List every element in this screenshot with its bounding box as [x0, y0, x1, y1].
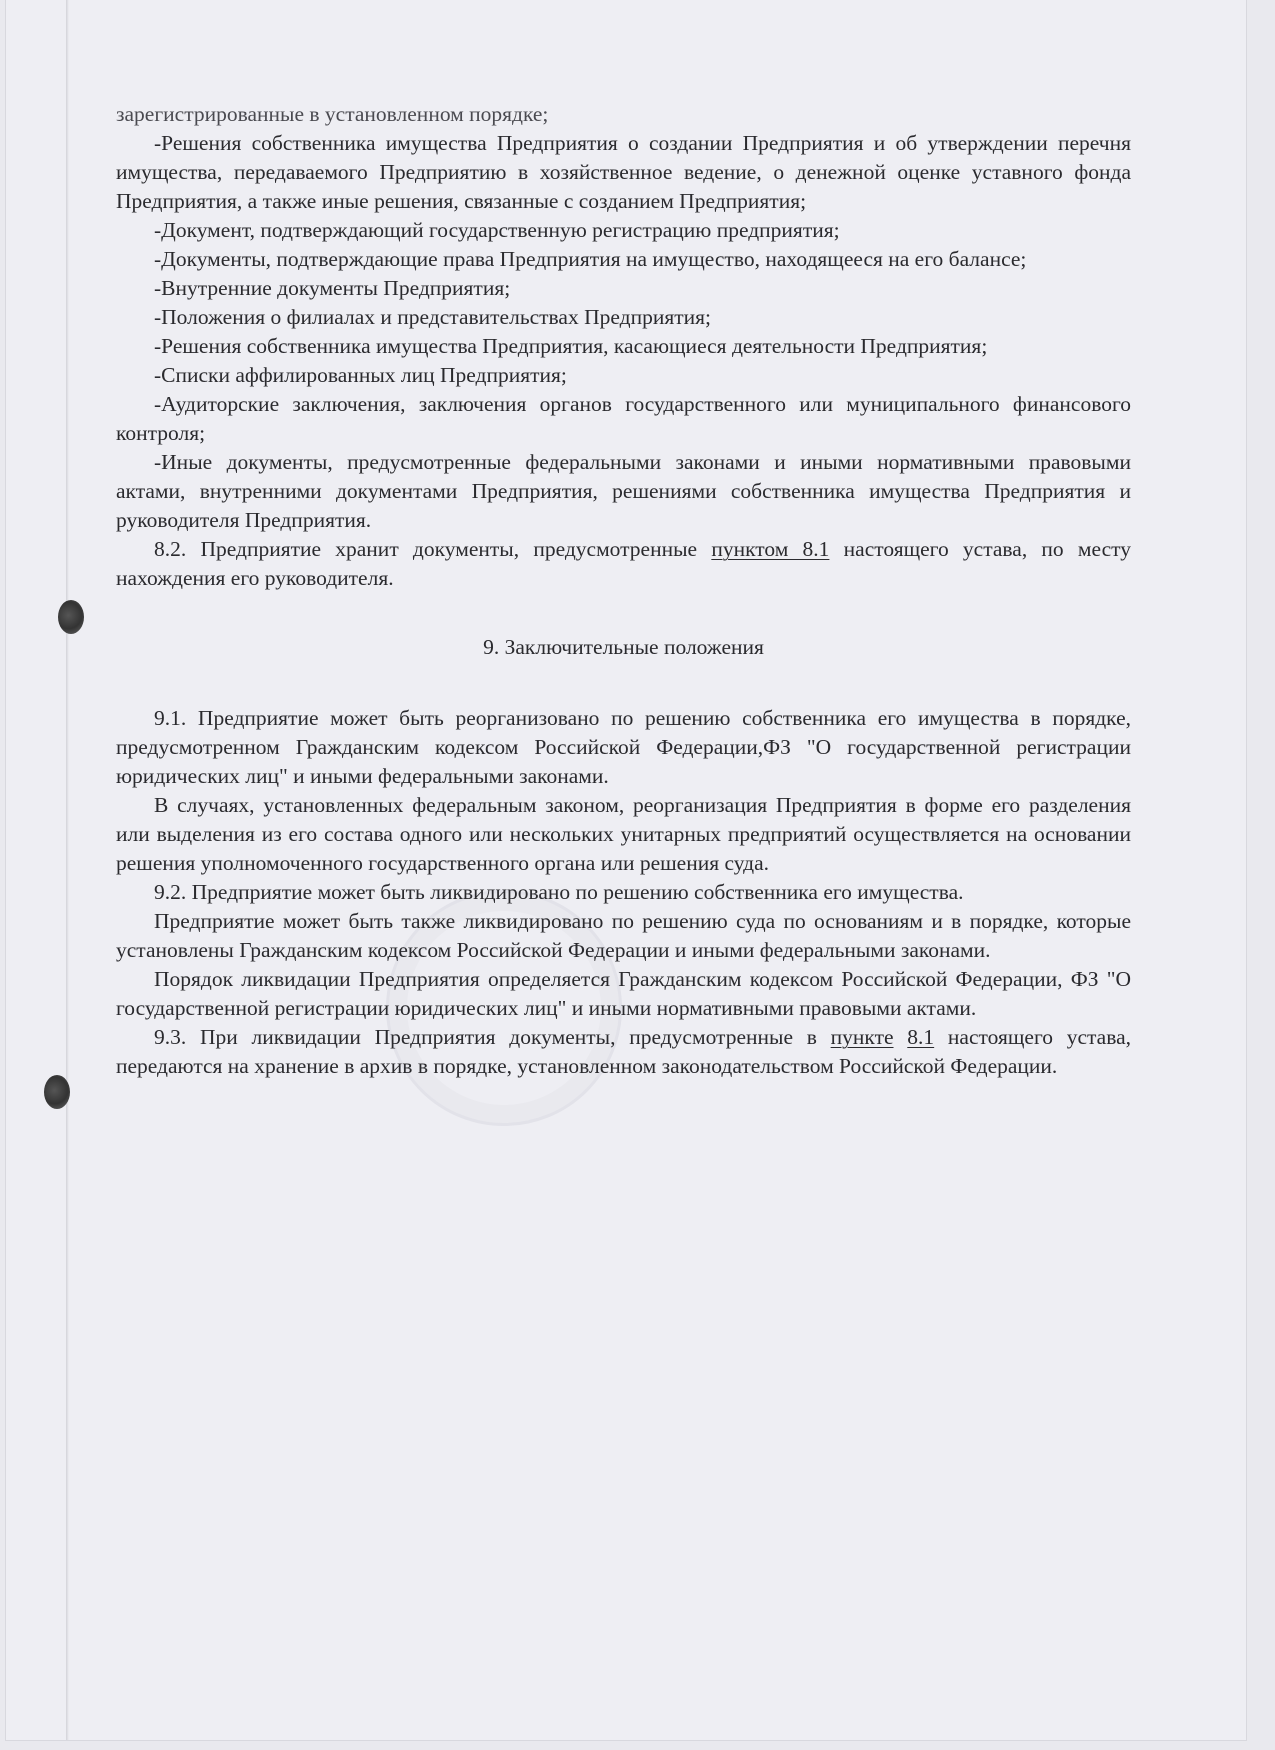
punch-hole-lower: [44, 1075, 70, 1109]
page-fold-shadow: [66, 0, 69, 1740]
reference-word-punkte: пункте: [830, 1025, 894, 1049]
punch-hole-upper: [58, 600, 84, 634]
paragraph-9-3-text-start: 9.3. При ликвидации Предприятия документы, предусмотренные в: [154, 1025, 831, 1049]
list-item-branches: -Положения о филиалах и представительствах Предприятия;: [154, 305, 711, 329]
list-item-other-documents: -Иные документы, предусмотренные федеральными законами и иными нормативными правовыми актами, внутренними документами Предприятия, решениями собственника имущества Предприятия и руководителя Предприятия.: [116, 450, 1131, 532]
list-item-registered: зарегистрированные в установленном порядке;: [116, 102, 549, 126]
document-text: [116, 100, 1131, 1081]
paragraph-9-3-text-end: настоящего устава, передаются на хранение в архив в порядке, установленном законодательством Российской Федерации.: [116, 1025, 1132, 1078]
paragraph-9-3: [116, 1023, 1131, 1081]
paragraph-9-2-court: Предприятие может быть также ликвидировано по решению суда по основаниям и в порядке, которые установлены Гражданским кодексом Российской Федерации и иными федеральными законами.: [116, 909, 1131, 962]
document-page: [6, 0, 1246, 1740]
reference-number-8-1: 8.1: [907, 1025, 935, 1049]
paragraph-8-2: [116, 535, 1131, 593]
list-item-owner-decisions: -Решения собственника имущества Предприятия о создании Предприятия и об утверждении перечня имущества, передаваемого Предприятию в хозяйственное ведение, о денежной оценке уставного фонда Предприятия, а также иные решения, связанные с созданием Предприятия;: [116, 131, 1131, 213]
paragraph-9-2: 9.2. Предприятие может быть ликвидировано по решению собственника его имущества.: [154, 880, 964, 904]
list-item-property-rights: -Документы, подтверждающие права Предприятия на имущество, находящееся на его балансе;: [154, 247, 1027, 271]
list-item-affiliates: -Списки аффилированных лиц Предприятия;: [154, 363, 567, 387]
paragraph-9-1-cases: В случаях, установленных федеральным законом, реорганизация Предприятия в форме его разделения или выделения из его состава одного или нескольких унитарных предприятий осуществляется на основании решения уполномоченного государственного органа или решения суда.: [116, 793, 1131, 875]
paragraph-8-2-text-end: настоящего устава, по месту нахождения его руководителя.: [116, 537, 1131, 590]
list-item-internal-documents: -Внутренние документы Предприятия;: [154, 276, 511, 300]
list-item-registration-document: -Документ, подтверждающий государственную регистрацию предприятия;: [154, 218, 840, 242]
section-9-heading: 9. Заключительные положения: [483, 635, 764, 659]
paragraph-9-1: 9.1. Предприятие может быть реорганизовано по решению собственника его имущества в порядке, предусмотренном Гражданским кодексом Российской Федерации,ФЗ "О государственной регистрации юридических лиц" и иными федеральными законами.: [116, 706, 1131, 788]
paragraph-9-2-procedure: Порядок ликвидации Предприятия определяется Гражданским кодексом Российской Федерации, ФЗ "О государственной регистрации юридических лиц" и иными нормативными правовыми актами.: [116, 967, 1131, 1020]
paragraph-8-2-text-start: 8.2. Предприятие хранит документы, предусмотренные: [154, 537, 712, 561]
list-item-audit-reports: -Аудиторские заключения, заключения органов государственного или муниципального финансового контроля;: [116, 392, 1131, 445]
list-item-owner-activity-decisions: -Решения собственника имущества Предприятия, касающиеся деятельности Предприятия;: [154, 334, 988, 358]
reference-clause-8-1: пунктом 8.1: [711, 537, 830, 561]
